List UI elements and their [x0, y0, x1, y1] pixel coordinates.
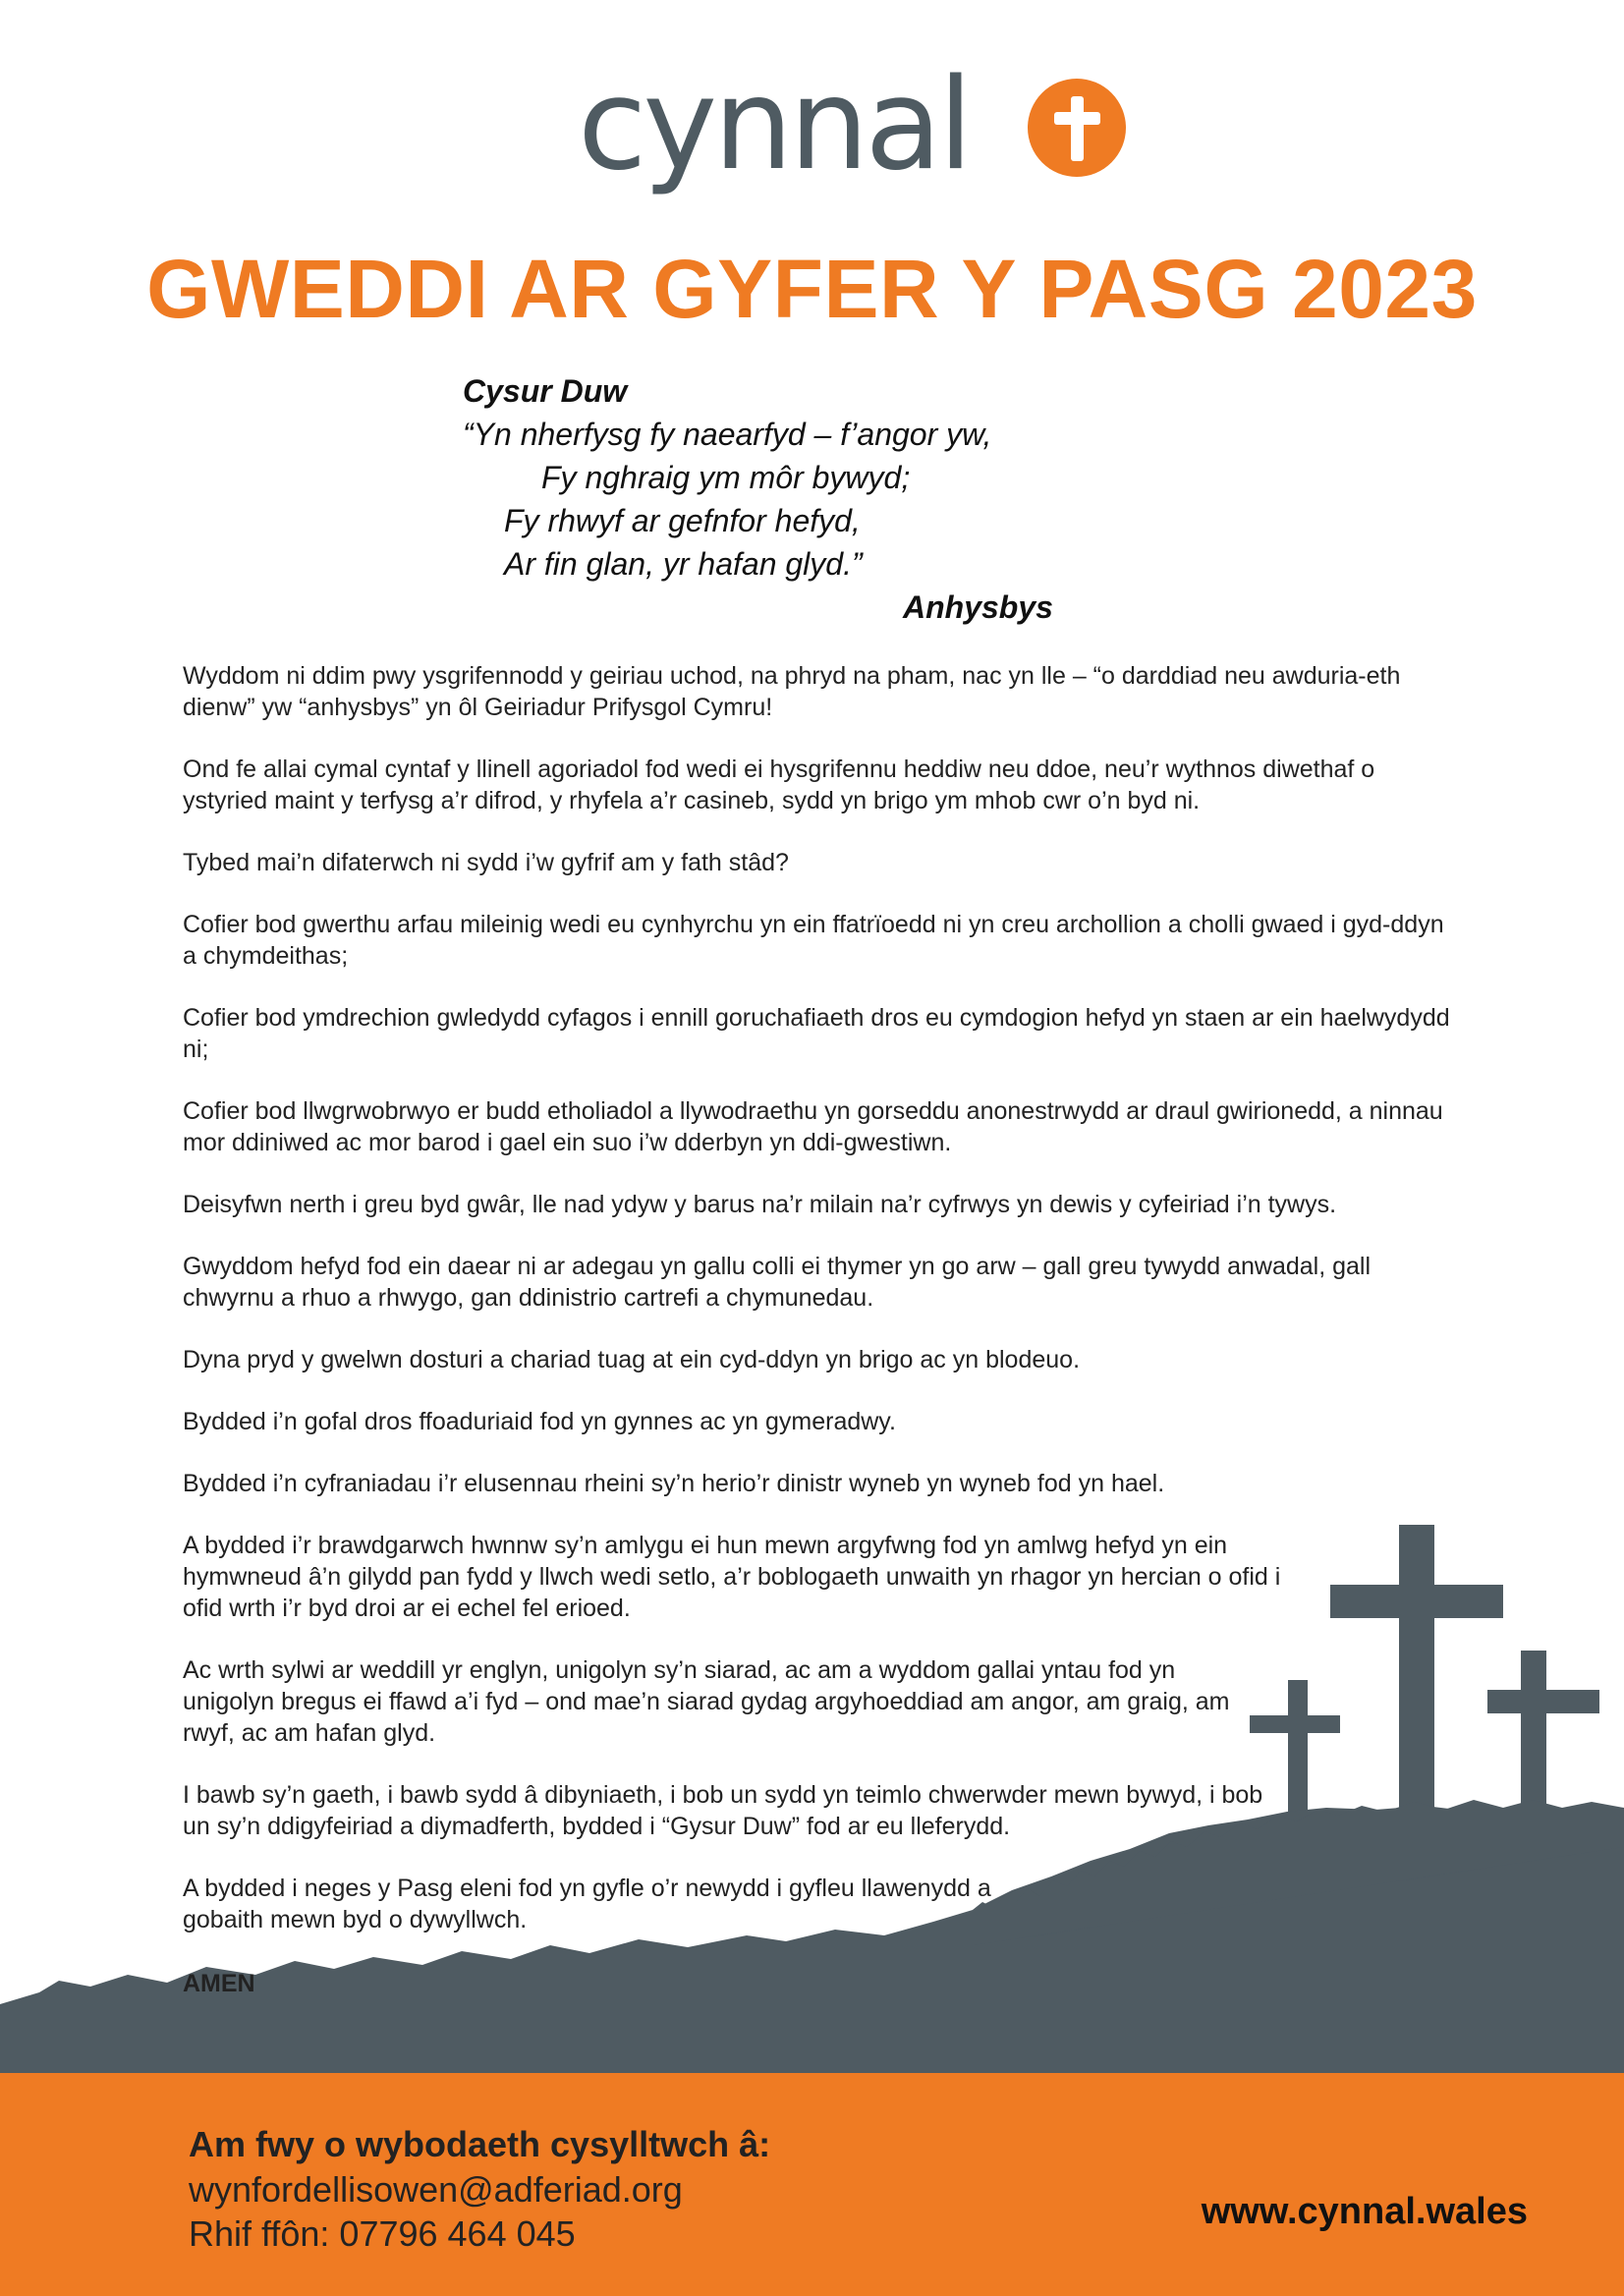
paragraph: A bydded i neges y Pasg eleni fod yn gyfle o’r newydd i gyfleu llawenydd a gobaith mewn byd o dywyllwch.	[183, 1875, 991, 1933]
contact-phone: Rhif ffôn: 07796 464 045	[189, 2213, 576, 2254]
poem-title: Cysur Duw	[463, 373, 628, 409]
paragraph: Deisyfwn nerth i greu byd gwâr, lle nad ydyw y barus na’r milain na’r cyfrwys yn dewis y cyfeiriad i’n tywys.	[183, 1191, 1337, 1218]
paragraph: Ac wrth sylwi ar weddill yr englyn, unigolyn sy’n siarad, ac am a wyddom gallai yntau fod yn unigolyn bregus ei ffawd a’i fyd – ond mae’n siarad gydag argyhoeddiad am angor, am graig, am rwyf, ac am hafan glyd.	[183, 1656, 1230, 1747]
poem-author: Anhysbys	[903, 589, 1053, 625]
poem	[463, 369, 1053, 629]
page-title: GWEDDI AR GYFER Y PASG 2023	[146, 243, 1478, 335]
poem-line: Fy rhwyf ar gefnfor hefyd,	[504, 503, 861, 538]
paragraph: I bawb sy’n gaeth, i bawb sydd â dibyniaeth, i bob un sydd yn teimlo chwerwder mewn bywyd, i bob un sy’n ddigyfeiriad a diymadferth, bydded i “Gysur Duw” fod ar eu lleferydd.	[183, 1781, 1263, 1840]
paragraph: A bydded i’r brawdgarwch hwnnw sy’n amlygu ei hun mewn argyfwng fod yn amlwg hefyd yn ein hymwneud â’n gilydd pan fydd y llwch wedi setlo, a’r boblogaeth unwaith yn rhagor yn hercian o ofid i ofid wrth i’r byd droi ar ei echel fel erioed.	[183, 1532, 1281, 1622]
logo-wordmark: cynnal	[578, 52, 970, 198]
contact-heading: Am fwy o wybodaeth cysylltwch â:	[189, 2124, 771, 2164]
prayer-body	[183, 660, 1460, 1966]
paragraph: Cofier bod gwerthu arfau mileinig wedi eu cynhyrchu yn ein ffatrïoedd ni yn creu archollion a cholli gwaed i gyd-ddyn a chymdeithas;	[183, 911, 1444, 970]
paragraph: Bydded i’n gofal dros ffoaduriaid fod yn gynnes ac yn gymeradwy.	[183, 1408, 896, 1435]
contact-email[interactable]: wynfordellisowen@adferiad.org	[189, 2169, 683, 2210]
poem-line: “Yn nherfysg fy naearfyd – f’angor yw,	[463, 417, 992, 452]
paragraph: Cofier bod llwgrwobrwyo er budd etholiadol a llywodraethu yn gorseddu anonestrwydd ar draul gwirionedd, a ninnau mor ddiniwed ac mor barod i gael ein suo i’w dderbyn yn ddi-gwestiwn.	[183, 1097, 1443, 1156]
paragraph: Wyddom ni ddim pwy ysgrifennodd y geiriau uchod, na phryd na pham, nac yn lle – “o darddiad neu awduria-eth dienw” yw “anhysbys” yn ôl Geiriadur Prifysgol Cymru!	[183, 662, 1401, 721]
paragraph: Tybed mai’n difaterwch ni sydd i’w gyfrif am y fath stâd?	[183, 849, 789, 876]
paragraph: Gwyddom hefyd fod ein daear ni ar adegau yn gallu colli ei thymer yn go arw – gall greu tywydd anwadal, gall chwyrnu a rhuo a rhwygo, gan ddinistrio cartrefi a chymunedau.	[183, 1253, 1372, 1312]
poem-line: Ar fin glan, yr hafan glyd.”	[504, 546, 863, 582]
paragraph: Cofier bod ymdrechion gwledydd cyfagos i ennill goruchafiaeth dros eu cymdogion hefyd yn staen ar ein haelwydydd ni;	[183, 1004, 1450, 1063]
closing-amen: AMEN	[183, 1970, 255, 1997]
paragraph: Dyna pryd y gwelwn dosturi a chariad tuag at ein cyd-ddyn yn brigo ac yn blodeuo.	[183, 1346, 1081, 1373]
footer	[0, 2073, 1624, 2296]
website-link[interactable]: www.cynnal.wales	[1201, 2191, 1528, 2232]
paragraph: Ond fe allai cymal cyntaf y llinell agoriadol fod wedi ei hysgrifennu heddiw neu ddoe, neu’r wythnos diwethaf o ystyried maint y terfysg a’r difrod, y rhyfela a’r casineb, sydd yn brigo ym mhob cwr o’n byd ni.	[183, 756, 1375, 814]
poem-line: Fy nghraig ym môr bywyd;	[541, 460, 911, 495]
cross-in-circle-icon	[1028, 79, 1126, 177]
paragraph: Bydded i’n cyfraniadau i’r elusennau rheini sy’n herio’r dinistr wyneb yn wyneb fod yn hael.	[183, 1470, 1165, 1497]
